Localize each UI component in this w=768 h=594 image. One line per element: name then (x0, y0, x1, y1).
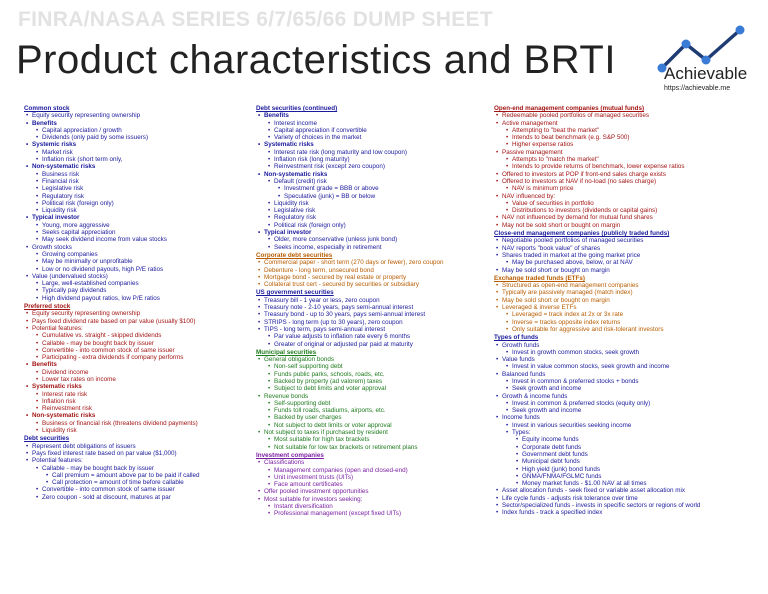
section-heading: Exchange traded funds (ETFs) (494, 274, 585, 282)
list-item: • Non-self supporting debt (256, 363, 484, 370)
section-heading: Investment companies (256, 451, 324, 459)
list-item: • Legislative risk (256, 207, 484, 214)
list-item: • Typically are passively managed (match index) (494, 289, 756, 296)
list-item: • Legislative risk (24, 185, 246, 192)
list-item: • Seeks capital appreciation (24, 229, 246, 236)
list-item: • Systematic risks (256, 141, 484, 148)
list-item: • Callable - may be bought back by issuer (24, 340, 246, 347)
list-item: • Invest in growth common stocks, seek growth (494, 349, 756, 356)
list-item: • Leveraged & inverse ETFs (494, 304, 756, 311)
list-item: • Benefits (256, 112, 484, 119)
list-item: • Subject to debt limits and voter approval (256, 385, 484, 392)
column-2 (256, 104, 484, 590)
list-item: • Not subject to debt limits or voter approval (256, 422, 484, 429)
list-item: • Lower tax rates on income (24, 376, 246, 383)
list-item: • Regulatory risk (24, 193, 246, 200)
list-item: • Intends to provide returns of benchmark, lower expense ratios (494, 163, 756, 170)
list-item: • Investment grade = BBB or above (256, 185, 484, 192)
list-item: • Inflation risk (long maturity) (256, 156, 484, 163)
list-item: • Non-systematic risks (24, 412, 246, 419)
list-item: • Offered to investors at POP if front-end sales charge exists (494, 171, 756, 178)
list-item: • Non-systematic risks (24, 163, 246, 170)
outline-list (494, 105, 756, 517)
list-item: • Equity security representing ownership (24, 310, 246, 317)
list-item: • High yield (junk) bond funds (494, 466, 756, 473)
list-item: • Typical investor (24, 214, 246, 221)
list-item: • Shares traded in market at the going market price (494, 252, 756, 259)
list-item: • Revenue bonds (256, 393, 484, 400)
list-item: • Sector/specialized funds - invests in specific sectors or regions of world (494, 502, 756, 509)
list-item: • May be sold short or bought on margin (494, 267, 756, 274)
list-item: • Typical investor (256, 229, 484, 236)
list-item: • Business risk (24, 171, 246, 178)
list-item: • Face amount certificates (256, 481, 484, 488)
list-item: • Call premium = amount above par to be paid if called (24, 472, 246, 479)
list-item: • Dividend income (24, 369, 246, 376)
list-item: • Attempting to "beat the market" (494, 127, 756, 134)
list-item: • Instant diversification (256, 503, 484, 510)
list-item: • Growing companies (24, 251, 246, 258)
list-item: • Low or no dividend payouts, high P/E ratios (24, 266, 246, 273)
list-item: • May not be sold short or bought on margin (494, 222, 756, 229)
list-item: • Capital appreciation / growth (24, 127, 246, 134)
list-item: • Collateral trust cert - secured by securities or subsidiary (256, 281, 484, 288)
list-item: • Higher expense ratios (494, 141, 756, 148)
list-item: • Redeemable pooled portfolios of managed securities (494, 112, 756, 119)
list-item: • Balanced funds (494, 371, 756, 378)
list-item: • Inflation risk (24, 398, 246, 405)
list-item: • Liquidity risk (256, 200, 484, 207)
list-item: • NAV is minimum price (494, 185, 756, 192)
list-item: • May be minimally or unprofitable (24, 258, 246, 265)
list-item: • Equity security representing ownership (24, 112, 246, 119)
list-item: • Typically pay dividends (24, 287, 246, 294)
list-item: • Inverse = tracks opposite index returns (494, 319, 756, 326)
list-item: • Treasury bond - up to 30 years, pays semi-annual interest (256, 311, 484, 318)
list-item: • Negotiable pooled portfolios of managed securities (494, 237, 756, 244)
list-item: • Seek growth and income (494, 407, 756, 414)
list-item: • Young, more aggressive (24, 222, 246, 229)
list-item: • Liquidity risk (24, 427, 246, 434)
list-item: • Management companies (open and closed-end) (256, 467, 484, 474)
list-item: • May be purchased above, below, or at NAV (494, 259, 756, 266)
list-item: • Variety of choices in the market (256, 134, 484, 141)
list-item: • Invest in common & preferred stocks + bonds (494, 378, 756, 385)
outline-list (256, 105, 484, 518)
outline-list (24, 105, 246, 501)
list-item: • Participating - extra dividends if company performs (24, 354, 246, 361)
list-item: • Professional management (except fixed UITs) (256, 510, 484, 517)
list-item: • Convertible - into common stock of same issuer (24, 347, 246, 354)
list-item: • Par value adjusts to inflation rate every 6 months (256, 333, 484, 340)
list-item: • Business or financial risk (threatens dividend payments) (24, 420, 246, 427)
list-item: • Invest in value common stocks, seek growth and income (494, 363, 756, 370)
list-item: • NAV not influenced by demand for mutual fund shares (494, 214, 756, 221)
list-item: • Default (credit) risk (256, 178, 484, 185)
list-item: • Represent debt obligations of issuers (24, 443, 246, 450)
list-item: • Systematic risks (24, 383, 246, 390)
list-item: • Asset allocation funds - seek fixed or variable asset allocation mix (494, 487, 756, 494)
list-item: • Market risk (24, 149, 246, 156)
list-item: • Potential features: (24, 325, 246, 332)
list-item: • Income funds (494, 414, 756, 421)
list-item: • Interest income (256, 120, 484, 127)
list-item: • Types: (494, 429, 756, 436)
list-item: • May seek dividend income from value stocks (24, 236, 246, 243)
list-item: • Systemic risks (24, 141, 246, 148)
list-item: • GNMA/FNMA/FGLMC funds (494, 473, 756, 480)
column-1 (24, 104, 246, 590)
list-item: • Non-systematic risks (256, 171, 484, 178)
list-item: • Benefits (24, 120, 246, 127)
list-item: • Not subject to taxes if purchased by resident (256, 429, 484, 436)
list-item: • Treasury bill - 1 year or less, zero coupon (256, 297, 484, 304)
list-item: • Seeks income, especially in retirement (256, 244, 484, 251)
section-heading: Types of funds (494, 334, 539, 342)
list-item: • Invest in various securities seeking income (494, 422, 756, 429)
section-heading: Open-end management companies (mutual funds) (494, 105, 645, 112)
list-item: • Inflation risk (short term only, (24, 156, 246, 163)
list-item: • Growth funds (494, 342, 756, 349)
list-item: • Regulatory risk (256, 214, 484, 221)
list-item: • Call protection = amount of time before callable (24, 479, 246, 486)
section-heading: US government securities (256, 289, 334, 297)
brand-name: Achievable (664, 64, 748, 83)
list-item: • Commercial paper - short term (270 days or fewer), zero coupon (256, 259, 484, 266)
list-item: • Attempts to "match the market" (494, 156, 756, 163)
section-heading: Common stock (24, 105, 70, 112)
list-item: • Mortgage bond - secured by real estate or property (256, 274, 484, 281)
list-item: • Convertible - into common stock of same issuer (24, 486, 246, 493)
list-item: • High dividend payout ratios, low P/E ratios (24, 295, 246, 302)
list-item: • Equity income funds (494, 436, 756, 443)
list-item: • STRIPS - long term (up to 30 years), zero coupon (256, 319, 484, 326)
list-item: • Financial risk (24, 178, 246, 185)
list-item: • Growth & income funds (494, 393, 756, 400)
list-item: • Growth stocks (24, 244, 246, 251)
list-item: • Index funds - track a specified index (494, 509, 756, 516)
content-columns (24, 104, 754, 590)
list-item: • Invest in common & preferred stocks (equity only) (494, 400, 756, 407)
section-heading: Municipal securities (256, 348, 317, 356)
list-item: • TIPS - long term, pays semi-annual interest (256, 326, 484, 333)
list-item: • Older, more conservative (unless junk bond) (256, 236, 484, 243)
list-item: • Cumulative vs. straight - skipped dividends (24, 332, 246, 339)
list-item: • Not suitable for low tax brackets or retirement plans (256, 444, 484, 451)
list-item: • Classifications (256, 459, 484, 466)
list-item: • Structured as open-end management companies (494, 282, 756, 289)
list-item: • Funds toll roads, stadiums, airports, etc. (256, 407, 484, 414)
list-item: • Pays fixed interest rate based on par value ($1,000) (24, 450, 246, 457)
list-item: • Life cycle funds - adjusts risk tolerance over time (494, 495, 756, 502)
list-item: • Backed by user charges (256, 414, 484, 421)
list-item: • Large, well-established companies (24, 280, 246, 287)
list-item: • Benefits (24, 361, 246, 368)
list-item: • Greater of original or adjusted par paid at maturity (256, 341, 484, 348)
sheet-supertitle: FINRA/NASAA SERIES 6/7/65/66 DUMP SHEET (18, 8, 493, 31)
list-item: • Treasury note - 2-10 years, pays semi-annual interest (256, 304, 484, 311)
list-item: • Corporate debt funds (494, 444, 756, 451)
list-item: • Value (undervalued stocks) (24, 273, 246, 280)
page-title: Product characteristics and BRTI (16, 38, 616, 82)
list-item: • Interest rate risk (24, 391, 246, 398)
list-item: • Potential features: (24, 457, 246, 464)
list-item: • Political risk (foreign only) (24, 200, 246, 207)
list-item: • Leveraged = track index at 2x or 3x rate (494, 311, 756, 318)
list-item: • Reinvestment risk (24, 405, 246, 412)
list-item: • Liquidity risk (24, 207, 246, 214)
list-item: • Distributions to investors (dividends or capital gains) (494, 207, 756, 214)
list-item: • Only suitable for aggressive and risk-tolerant investors (494, 326, 756, 333)
list-item: • General obligation bonds (256, 356, 484, 363)
section-heading: Preferred stock (24, 303, 71, 311)
list-item: • Intends to beat benchmark (e.g. S&P 500) (494, 134, 756, 141)
list-item: • Passive management (494, 149, 756, 156)
section-heading: Debt securities (continued) (256, 105, 338, 112)
list-item: • Seek growth and income (494, 385, 756, 392)
section-heading: Debt securities (24, 435, 70, 443)
list-item: • Money market funds - $1.00 NAV at all times (494, 480, 756, 487)
list-item: • Capital appreciation if convertible (256, 127, 484, 134)
list-item: • Pays fixed dividend rate based on par value (usually $100) (24, 318, 246, 325)
section-heading: Corporate debt securities (256, 251, 333, 259)
list-item: • Callable - may be bought back by issuer (24, 465, 246, 472)
section-heading: Close-end management companies (publicly traded funds) (494, 230, 670, 238)
list-item: • Interest rate risk (long maturity and low coupon) (256, 149, 484, 156)
list-item: • Reinvestment risk (except zero coupon) (256, 163, 484, 170)
list-item: • Offered to investors at NAV if no-load (no sales charge) (494, 178, 756, 185)
list-item: • Government debt funds (494, 451, 756, 458)
list-item: • Active management (494, 120, 756, 127)
column-3 (494, 104, 756, 590)
list-item: • May be sold short or bought on margin (494, 297, 756, 304)
brand-url[interactable]: https://achievable.me (664, 85, 731, 92)
list-item: • NAV reports "book value" of shares (494, 245, 756, 252)
list-item: • Political risk (foreign only) (256, 222, 484, 229)
list-item: • Self-supporting debt (256, 400, 484, 407)
list-item: • Unit investment trusts (UITs) (256, 474, 484, 481)
list-item: • NAV influenced by: (494, 193, 756, 200)
sheet-header (0, 0, 768, 100)
list-item: • Dividends (only paid by some issuers) (24, 134, 246, 141)
list-item: • Speculative (junk) = BB or below (256, 193, 484, 200)
list-item: • Value funds (494, 356, 756, 363)
list-item: • Municipal debt funds (494, 458, 756, 465)
list-item: • Debenture - long term, unsecured bond (256, 267, 484, 274)
list-item: • Value of securities in portfolio (494, 200, 756, 207)
list-item: • Zero coupon - sold at discount, matures at par (24, 494, 246, 501)
list-item: • Most suitable for investors seeking: (256, 496, 484, 503)
list-item: • Funds public parks, schools, roads, etc. (256, 371, 484, 378)
list-item: • Offer pooled investment opportunities (256, 488, 484, 495)
list-item: • Backed by property (ad valorem) taxes (256, 378, 484, 385)
list-item: • Most suitable for high tax brackets (256, 436, 484, 443)
